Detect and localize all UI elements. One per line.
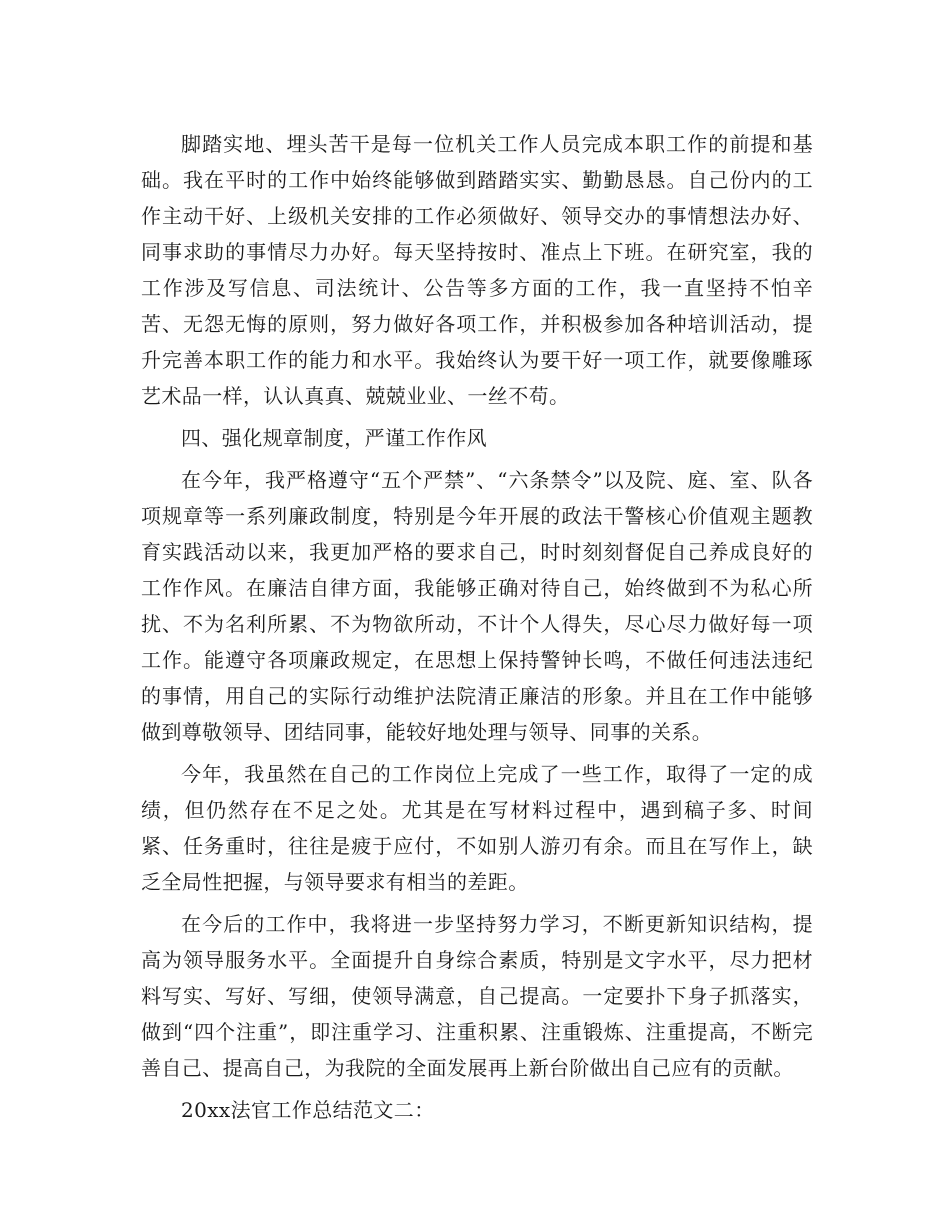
section-heading-rules: 四、强化规章制度，严谨工作作风 xyxy=(181,426,487,450)
document-body xyxy=(141,126,813,1134)
section-heading-sample-two: 20xx法官工作总结范文二： xyxy=(181,1098,435,1122)
paragraph-work-attitude: 脚踏实地、埋头苦干是每一位机关工作人员完成本职工作的前提和基础。我在平时的工作中始终能够做到踏踏实实、勤勤恳恳。自己份内的工作主动干好、上级机关安排的工作必须做好、领导交办的事情想法办好、同事求助的事情尽力办好。每天坚持按时、准点上下班。在研究室，我的工作涉及写信息、司法统计、公告等多方面的工作，我一直坚持不怕辛苦、无怨无悔的原则，努力做好各项工作，并积极参加各种培训活动，提升完善本职工作的能力和水平。我始终认为要干好一项工作，就要像雕琢艺术品一样，认认真真、兢兢业业、一丝不苟。 xyxy=(141,132,813,408)
paragraph-future-plans: 在今后的工作中，我将进一步坚持努力学习，不断更新知识结构，提高为领导服务水平。全面提升自身综合素质，特别是文字水平，尽力把材料写实、写好、写细，使领导满意，自己提高。一定要扑下身子抓落实，做到“四个注重”，即注重学习、注重积累、注重锻炼、注重提高，不断完善自己、提高自己，为我院的全面发展再上新台阶做出自己应有的贡献。 xyxy=(141,912,813,1080)
paragraph-integrity: 在今年，我严格遵守“五个严禁”、“六条禁令”以及院、庭、室、队各项规章等一系列廉政制度，特别是今年开展的政法干警核心价值观主题教育实践活动以来，我更加严格的要求自己，时时刻刻督促自己养成良好的工作作风。在廉洁自律方面，我能够正确对待自己，始终做到不为私心所扰、不为名利所累、不为物欲所动，不计个人得失，尽心尽力做好每一项工作。能遵守各项廉政规定，在思想上保持警钟长鸣，不做任何违法违纪的事情，用自己的实际行动维护法院清正廉洁的形象。并且在工作中能够做到尊敬领导、团结同事，能较好地处理与领导、同事的关系。 xyxy=(141,468,813,744)
paragraph-shortcomings: 今年，我虽然在自己的工作岗位上完成了一些工作，取得了一定的成绩，但仍然存在不足之处。尤其是在写材料过程中，遇到稿子多、时间紧、任务重时，往往是疲于应付，不如别人游刃有余。而且在写作上，缺乏全局性把握，与领导要求有相当的差距。 xyxy=(141,762,813,894)
